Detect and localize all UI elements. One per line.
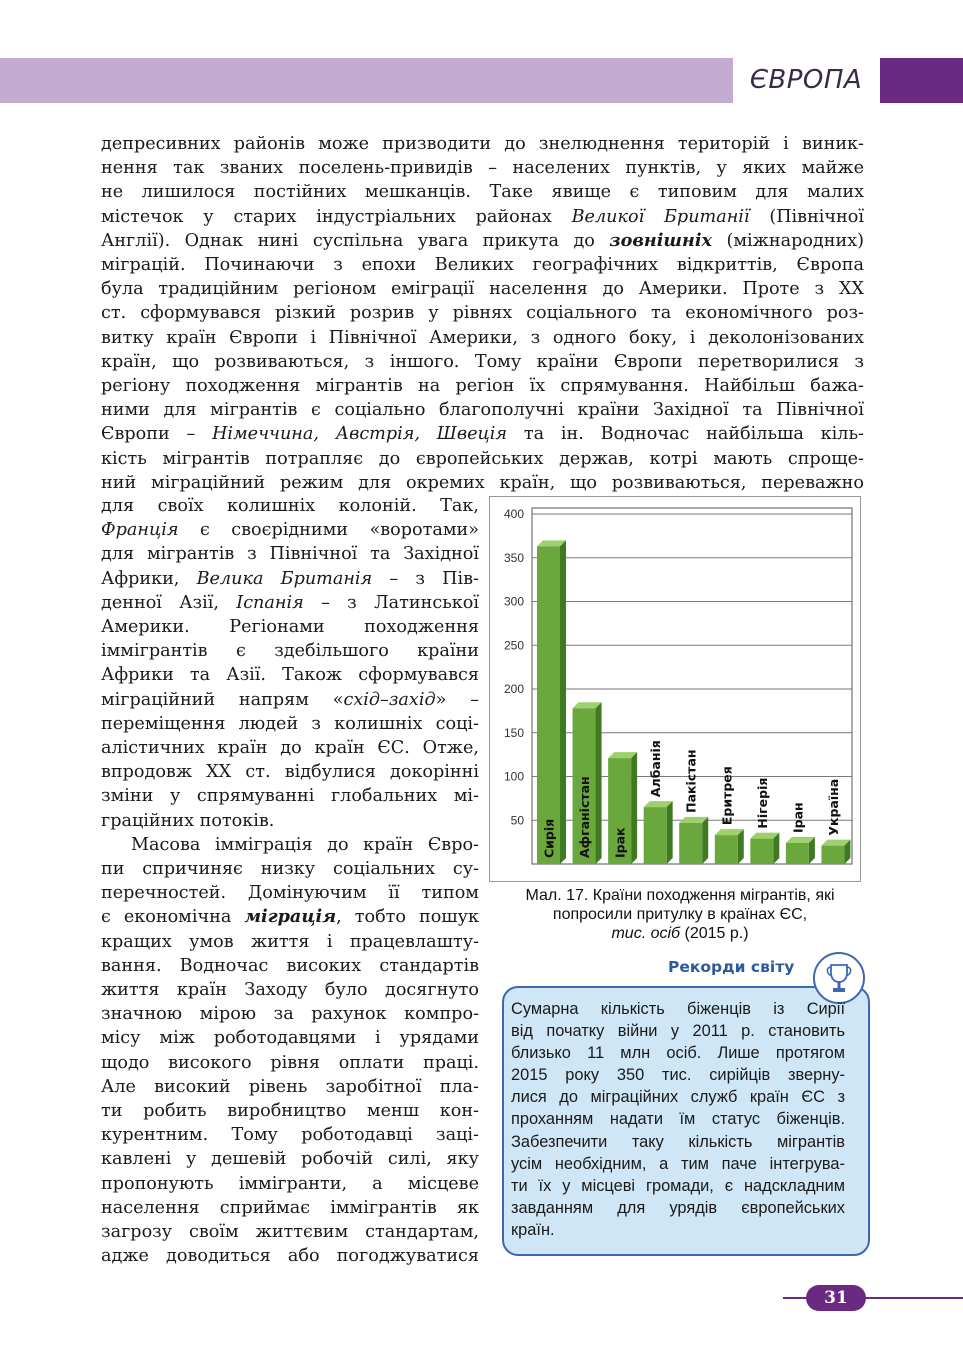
text-run: (міжнародних) bbox=[712, 230, 864, 251]
text-run: впродовж ХХ ст. відбулися докорінні bbox=[101, 762, 479, 783]
figure-caption bbox=[500, 886, 860, 943]
header-accent-block bbox=[880, 58, 963, 103]
text-run: ний міграційний режим для окремих країн, що розвиваються, переважно bbox=[101, 472, 864, 493]
records-line: Сумарна кількість біженців із Сирії bbox=[511, 1000, 845, 1018]
records-line: ти їх у місцеві громади, є надскладним bbox=[511, 1176, 845, 1195]
bar bbox=[715, 835, 738, 864]
text-run: – з Латинської bbox=[303, 592, 479, 613]
text-run: адже доводиться або погоджуватися bbox=[101, 1246, 479, 1267]
trophy-icon bbox=[813, 952, 865, 1004]
y-tick-label: 200 bbox=[503, 682, 524, 696]
text-line bbox=[101, 156, 864, 180]
text-line bbox=[101, 760, 479, 784]
text-run: іммігрантів є здебільшого країни bbox=[101, 641, 479, 662]
records-line: близько 11 млн осіб. Лише протягом bbox=[511, 1044, 845, 1063]
text-run: Америки. Регіонами походження bbox=[101, 617, 479, 638]
text-line bbox=[101, 688, 479, 712]
text-run: граційних потоків. bbox=[101, 810, 275, 831]
text-line bbox=[101, 494, 479, 518]
bar-side bbox=[738, 829, 744, 864]
text-line bbox=[101, 1051, 479, 1075]
text-run: життя країн Заходу було досягнуто bbox=[101, 980, 479, 1001]
text-line bbox=[101, 1099, 479, 1123]
text-run: вання. Водночас високих стандартів bbox=[101, 955, 479, 976]
text-line bbox=[101, 712, 479, 736]
text-line bbox=[101, 881, 479, 905]
text-run: регіону походження мігрантів на регіон їх спрямування. Найбільш бажа- bbox=[101, 376, 864, 397]
text-run: Африки, bbox=[101, 568, 197, 589]
bar bbox=[786, 843, 809, 864]
text-run: країн, що розвиваються, з іншого. Тому країни Європи перетворилися з bbox=[101, 351, 864, 372]
category-label: Ірак bbox=[612, 827, 628, 858]
text-line bbox=[101, 1002, 479, 1026]
records-text bbox=[511, 998, 845, 1241]
text-run: кість мігрантів потрапляє до європейських держав, котрі мають спроще- bbox=[101, 448, 864, 469]
text-run: алістичних країн до країн ЄС. Отже, bbox=[101, 738, 479, 759]
text-run: для мігрантів з Північної та Західної bbox=[101, 544, 479, 565]
top-paragraph bbox=[101, 132, 864, 495]
category-label: Іран bbox=[790, 802, 806, 833]
category-label: Афганістан bbox=[577, 776, 593, 858]
text-line bbox=[101, 736, 479, 760]
bar bbox=[821, 846, 844, 864]
text-run: депресивних районів може призводити до знелюднення територій і виник- bbox=[101, 134, 864, 154]
text-run: нення так званих поселень-привидів – населених пунктів, у яких майже bbox=[101, 158, 864, 179]
text-line bbox=[101, 422, 864, 446]
text-line bbox=[101, 277, 864, 301]
text-run: є економічна bbox=[101, 907, 245, 928]
text-run: Але високий рівень заробітної пла- bbox=[101, 1076, 479, 1097]
text-run: загрозу своїм життєвим стандартам, bbox=[101, 1222, 479, 1243]
y-tick-label: 50 bbox=[510, 813, 524, 828]
bar-side bbox=[667, 801, 673, 864]
text-run: ти робить виробництво менш кон- bbox=[101, 1101, 479, 1122]
text-run: була традиційним регіоном еміграції населення до Америки. Проте з ХХ bbox=[101, 279, 864, 300]
text-run: витку країн Європи і Північної Америки, з одного боку, і деколонізованих bbox=[101, 327, 864, 348]
chart-svg bbox=[490, 497, 860, 881]
caption-units: тис. осіб bbox=[611, 925, 681, 942]
caption-line-3 bbox=[500, 924, 860, 943]
text-line bbox=[101, 132, 864, 156]
text-line bbox=[101, 471, 864, 495]
text-run: є своєрідними «воротами» bbox=[178, 520, 479, 541]
text-run: щодо високого рівня оплати праці. bbox=[101, 1052, 479, 1073]
text-line bbox=[101, 978, 479, 1002]
text-run: перечностей. Домінуючим її типом bbox=[101, 883, 479, 904]
text-run: для своїх колишніх колоній. Так, bbox=[101, 496, 479, 516]
text-line bbox=[101, 398, 864, 422]
text-line bbox=[101, 518, 479, 542]
y-tick-label: 250 bbox=[503, 638, 524, 653]
text-line bbox=[101, 1244, 479, 1268]
text-run: міграційний напрям « bbox=[101, 689, 344, 710]
text-line bbox=[101, 1196, 479, 1220]
caption-year: (2015 р.) bbox=[680, 925, 749, 942]
text-line bbox=[101, 615, 479, 639]
records-line: усім необхідним, а тим паче інтегрува- bbox=[511, 1154, 845, 1173]
text-line bbox=[101, 1220, 479, 1244]
text-run: населення сприймає іммігрантів як bbox=[101, 1197, 479, 1218]
text-line bbox=[101, 784, 479, 808]
text-line bbox=[101, 930, 479, 954]
text-line bbox=[101, 1123, 479, 1147]
bar-chart bbox=[489, 496, 861, 882]
text-run: значною мірою за рахунок компро- bbox=[101, 1004, 479, 1025]
text-run: та ін. Водночас найбільша кіль- bbox=[507, 424, 864, 445]
page-number: 31 bbox=[806, 1285, 866, 1311]
section-title: ЄВРОПА bbox=[749, 65, 863, 95]
text-line bbox=[101, 1026, 479, 1050]
records-line: Забезпечити таку кількість мігрантів bbox=[511, 1132, 845, 1151]
text-run: пропонують іммігранти, а місцеве bbox=[101, 1173, 479, 1194]
y-tick-label: 150 bbox=[503, 725, 524, 740]
text-line bbox=[101, 447, 864, 471]
text-line bbox=[101, 301, 864, 325]
text-line bbox=[101, 954, 479, 978]
text-run: (Північної bbox=[749, 206, 864, 227]
text-run: Англії). Однак нині суспільна увага прикута до bbox=[101, 230, 610, 251]
category-label: Україна bbox=[825, 778, 841, 836]
text-line bbox=[101, 591, 479, 615]
text-run: Німеччина, Австрія, Швеція bbox=[212, 424, 508, 445]
text-line bbox=[101, 350, 864, 374]
category-label: Сирія bbox=[541, 818, 557, 858]
text-run: ними для мігрантів є соціально благополучні країни Західної та Північної bbox=[101, 400, 864, 421]
text-run: місу між роботодавцями і урядами bbox=[101, 1028, 479, 1049]
text-line bbox=[101, 253, 864, 277]
text-line bbox=[101, 663, 479, 687]
records-line: 2015 року 350 тис. сирійців зверну- bbox=[511, 1066, 845, 1085]
text-line bbox=[101, 229, 864, 253]
category-label: Албанія bbox=[648, 740, 664, 798]
text-line bbox=[101, 905, 479, 929]
text-run: денної Азії, bbox=[101, 592, 237, 613]
text-line bbox=[101, 326, 864, 350]
bar bbox=[644, 807, 667, 864]
text-line bbox=[101, 1172, 479, 1196]
records-line: від початку війни у 2011 р. становить bbox=[511, 1022, 845, 1041]
records-line: лися до міграційних служб країн ЄС з bbox=[511, 1088, 845, 1107]
text-run: , тобто пошук bbox=[336, 907, 479, 928]
records-line: проханням надати їм статус біженців. bbox=[511, 1110, 845, 1129]
bar bbox=[537, 546, 560, 864]
text-run: ст. сформувався різкий розрив у рівнях соціального та економічного роз- bbox=[101, 303, 864, 324]
bar-side bbox=[702, 817, 708, 864]
text-line bbox=[101, 205, 864, 229]
text-line bbox=[101, 1147, 479, 1171]
text-run: Франція bbox=[101, 520, 179, 541]
caption-line-2: попросили притулку в країнах ЄС, bbox=[552, 906, 808, 923]
text-run: Масова імміграція до країн Євро- bbox=[131, 834, 479, 855]
bar bbox=[679, 823, 702, 864]
text-line bbox=[101, 374, 864, 398]
text-run: кращих умов життя і працевлашту- bbox=[101, 931, 479, 952]
text-run: пи спричиняє низку соціальних су- bbox=[101, 859, 479, 880]
text-run: Африки та Азії. Також сформувався bbox=[101, 665, 479, 686]
y-tick-label: 400 bbox=[503, 507, 524, 521]
text-run: Іспанія bbox=[236, 592, 304, 613]
caption-line-1: Мал. 17. Країни походження мігрантів, які bbox=[525, 887, 835, 904]
text-line bbox=[101, 542, 479, 566]
bar-side bbox=[596, 702, 602, 864]
text-line bbox=[101, 857, 479, 881]
records-title: Рекорди світу bbox=[668, 958, 795, 976]
text-line bbox=[101, 833, 479, 857]
text-run: схід–захід bbox=[343, 689, 436, 710]
text-run: міграцій. Починаючи з епохи Великих географічних відкриттів, Європа bbox=[101, 255, 864, 276]
left-column-text bbox=[101, 494, 479, 1269]
bar-side bbox=[631, 752, 637, 864]
bar-side bbox=[560, 540, 566, 864]
y-tick-label: 350 bbox=[503, 550, 524, 565]
text-run: не лишилося постійних мешканців. Таке явище є типовим для малих bbox=[101, 182, 864, 203]
y-tick-label: 300 bbox=[503, 594, 524, 609]
text-run: кавлені у дешевій робочій силі, яку bbox=[101, 1149, 479, 1170]
text-run: містечок у старих індустріальних районах bbox=[101, 206, 572, 227]
text-run: » – bbox=[435, 689, 479, 710]
header-band bbox=[0, 58, 733, 103]
text-run: – з Пів- bbox=[372, 568, 479, 589]
records-line: країн. bbox=[511, 1220, 555, 1239]
text-line bbox=[101, 809, 479, 833]
text-run: Європи – bbox=[101, 424, 213, 445]
text-run: переміщення людей з колишніх соці- bbox=[101, 713, 479, 734]
category-label: Пакістан bbox=[683, 749, 699, 813]
text-line bbox=[101, 180, 864, 204]
text-run: курентним. Тому роботодавці заці- bbox=[101, 1125, 479, 1146]
text-line bbox=[101, 1075, 479, 1099]
text-run: Велика Британія bbox=[196, 568, 373, 589]
category-label: Еритрея bbox=[719, 766, 735, 826]
records-line: завданням для урядів європейських bbox=[511, 1198, 845, 1217]
text-run: зміни у спрямуванні глобальних мі- bbox=[101, 786, 479, 807]
text-run: Великої Британії bbox=[571, 206, 750, 227]
text-line bbox=[101, 567, 479, 591]
text-run: міграція bbox=[244, 906, 337, 928]
y-tick-label: 100 bbox=[503, 769, 524, 784]
bar bbox=[750, 839, 773, 864]
text-line bbox=[101, 639, 479, 663]
text-run: зовнішніх bbox=[609, 229, 713, 251]
category-label: Нігерія bbox=[754, 777, 770, 829]
